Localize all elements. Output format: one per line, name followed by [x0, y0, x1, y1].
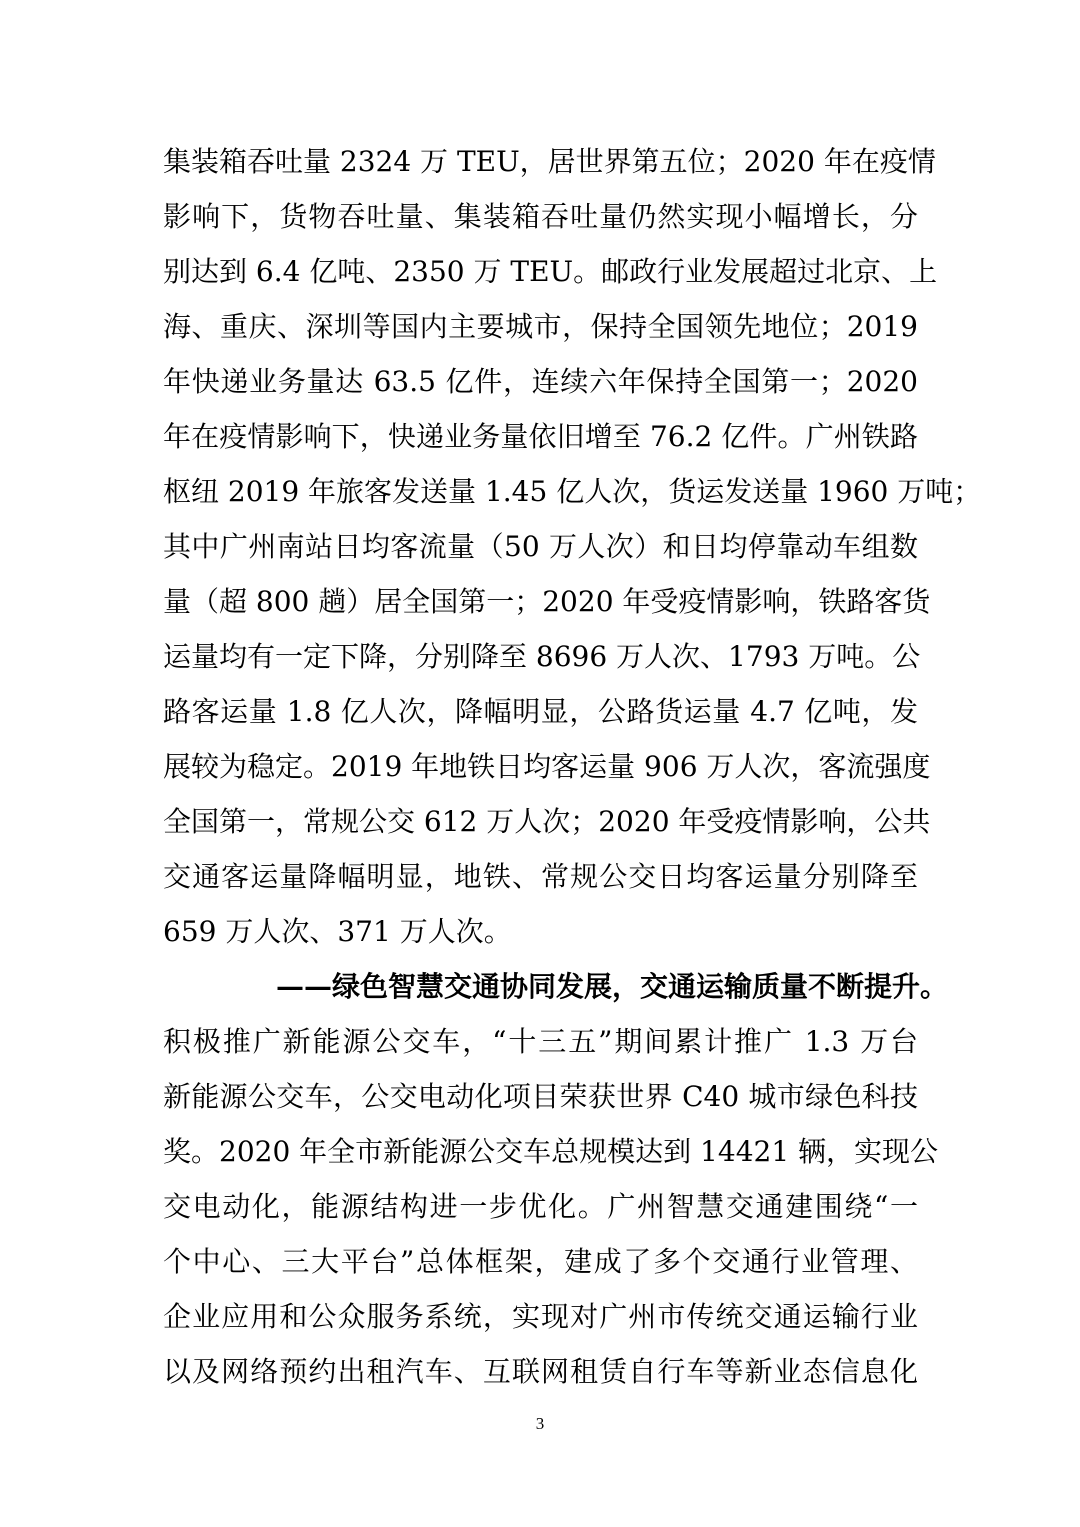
text-line: 奖。2020 年全市新能源公交车总规模达到 14421 辆，实现公 — [163, 1135, 939, 1168]
page-number: 3 — [535, 1414, 545, 1433]
text-line: 659 万人次、371 万人次。 — [163, 915, 512, 948]
text-line: 路客运量 1.8 亿人次，降幅明显，公路货运量 4.7 亿吨，发 — [163, 695, 918, 728]
text-line: 个中心、三大平台”总体框架，建成了多个交通行业管理、 — [163, 1245, 918, 1278]
text-line: 年快递业务量达 63.5 亿件，连续六年保持全国第一；2020 — [163, 365, 918, 398]
text-line: 别达到 6.4 亿吨、2350 万 TEU。邮政行业发展超过北京、上 — [163, 255, 938, 288]
text-line: 以及网络预约出租汽车、互联网租赁自行车等新业态信息化 — [163, 1355, 918, 1388]
text-line: 年在疫情影响下，快递业务量依旧增至 76.2 亿件。广州铁路 — [163, 420, 918, 453]
text-line: 量（超 800 趟）居全国第一；2020 年受疫情影响，铁路客货 — [163, 585, 931, 618]
text-line: 交电动化，能源结构进一步优化。广州智慧交通建围绕“一 — [163, 1190, 918, 1223]
text-line: 展较为稳定。2019 年地铁日均客运量 906 万人次，客流强度 — [163, 750, 931, 783]
text-line: 集装箱吞吐量 2324 万 TEU，居世界第五位；2020 年在疫情 — [163, 145, 936, 178]
text-line: 其中广州南站日均客流量（50 万人次）和日均停靠动车组数 — [163, 530, 918, 563]
text-line: 运量均有一定下降，分别降至 8696 万人次、1793 万吨。公 — [163, 640, 921, 673]
text-line: 全国第一，常规公交 612 万人次；2020 年受疫情影响，公共 — [163, 805, 931, 838]
section-heading: ——绿色智慧交通协同发展，交通运输质量不断提升。 — [276, 970, 949, 1003]
text-line: 枢纽 2019 年旅客发送量 1.45 亿人次，货运发送量 1960 万吨； — [163, 475, 982, 508]
body-text — [163, 134, 982, 1399]
text-line: 海、重庆、深圳等国内主要城市，保持全国领先地位；2019 — [163, 310, 918, 343]
text-line: 企业应用和公众服务系统，实现对广州市传统交通运输行业 — [163, 1300, 918, 1333]
text-line: 影响下，货物吞吐量、集装箱吞吐量仍然实现小幅增长，分 — [163, 200, 918, 233]
text-line: 积极推广新能源公交车，“十三五”期间累计推广 1.3 万台 — [163, 1025, 918, 1058]
text-line: 交通客运量降幅明显，地铁、常规公交日均客运量分别降至 — [163, 860, 918, 893]
text-line: 新能源公交车，公交电动化项目荣获世界 C40 城市绿色科技 — [163, 1080, 918, 1113]
